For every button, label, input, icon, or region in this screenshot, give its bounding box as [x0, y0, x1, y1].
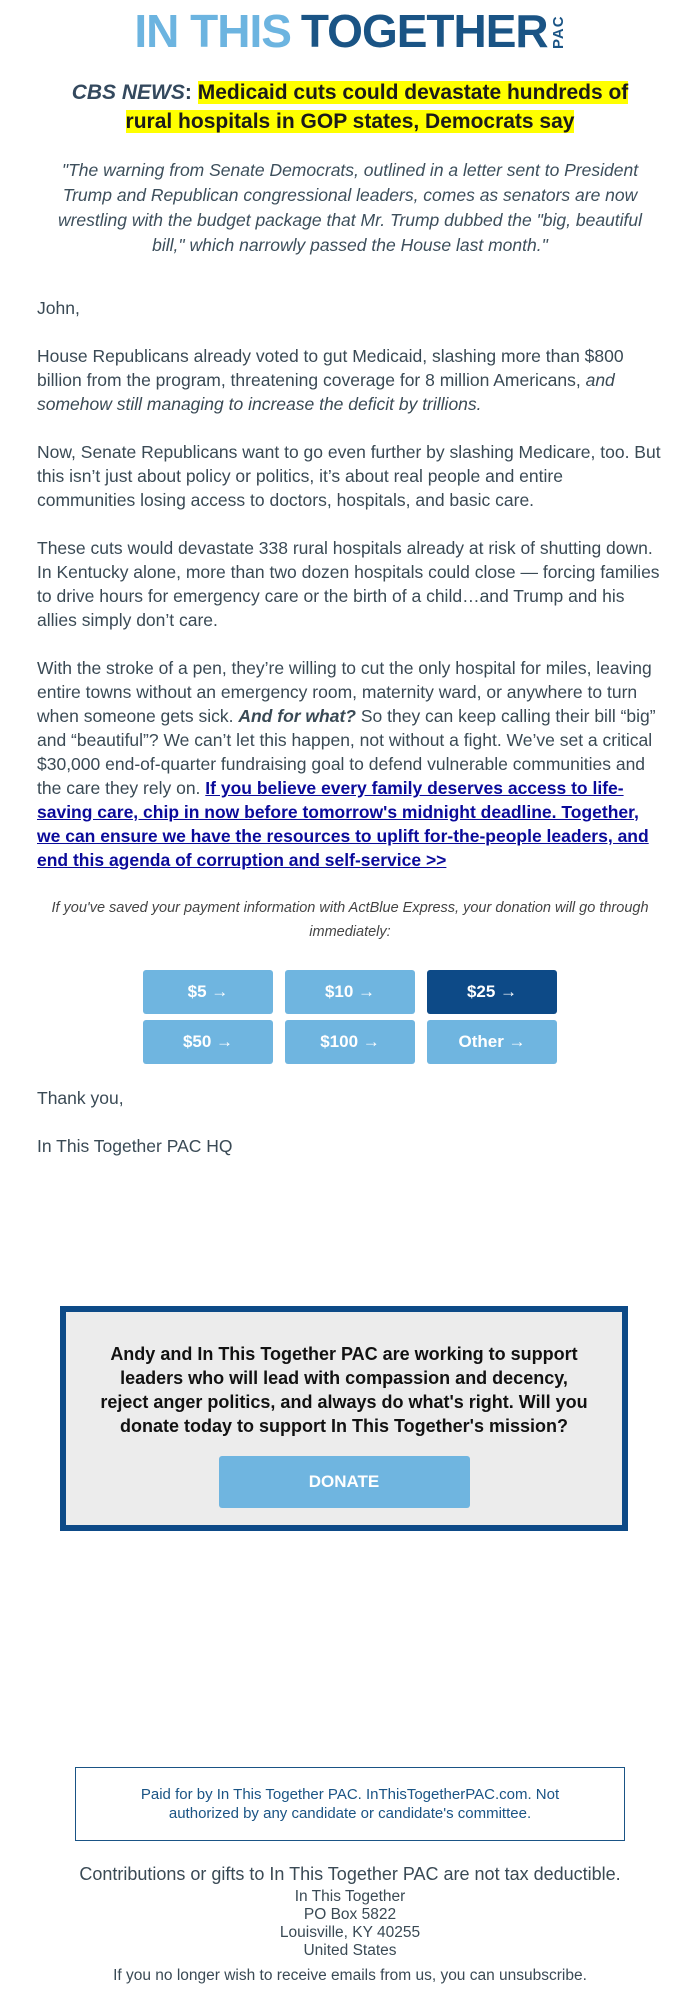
signoff: [37, 1086, 663, 1158]
donate-10-button[interactable]: $10 →: [285, 970, 415, 1014]
headline: [50, 78, 650, 136]
unsubscribe-link[interactable]: If you no longer wish to receive emails from us, you can unsubscribe.: [113, 1967, 587, 1984]
mission-donate-button[interactable]: DONATE: [219, 1456, 470, 1508]
donate-25-button[interactable]: $25 →: [427, 970, 557, 1014]
donation-amount-grid: [0, 970, 700, 1064]
address-line-1: In This Together: [294, 1888, 406, 1905]
mission-box: [60, 1306, 628, 1531]
donate-50-button[interactable]: $50 →: [143, 1020, 273, 1064]
paragraph-1-italic: and somehow still managing to increase the deficit by trillions.: [37, 370, 615, 414]
paid-for-disclaimer-box: [75, 1767, 625, 1841]
logo: [0, 0, 700, 58]
actblue-note: If you've saved your payment information with ActBlue Express, your donation will go through immediately:: [51, 900, 649, 940]
donate-other-button[interactable]: Other →: [427, 1020, 557, 1064]
headline-separator: :: [184, 81, 198, 104]
paragraph-4-text-b: So they can keep calling their bill “big” and “beautiful”? We can’t let this happen, not without a fight. We’ve set a critical $30,000 end-of-quarter fundraising goal to defend vulnerable communities and the care they rely on.: [37, 706, 656, 798]
address-line-2: PO Box 5822: [303, 1906, 397, 1923]
email-body: [37, 296, 663, 872]
address-line-3: Louisville, KY 40255: [279, 1924, 421, 1941]
paid-for-disclaimer: Paid for by In This Together PAC. InThisTogetherPAC.com. Not authorized by any candidate or candidate's committee.: [140, 1786, 560, 1822]
signoff-sender: In This Together PAC HQ: [37, 1136, 233, 1156]
footer: [0, 1862, 700, 1986]
greeting: John,: [37, 298, 80, 318]
signoff-thanks: Thank you,: [37, 1088, 124, 1108]
logo-part-pac: PAC: [549, 15, 567, 49]
donate-100-button[interactable]: $100 →: [285, 1020, 415, 1064]
news-quote: "The warning from Senate Democrats, outlined in a letter sent to President Trump and Republican congressional leaders, comes as senators are now wrestling with the budget package that Mr. Trump dubbed the "big, beautiful bill," which narrowly passed the House last month.": [57, 160, 643, 255]
address-line-4: United States: [303, 1942, 397, 1959]
paragraph-4-text-a: With the stroke of a pen, they’re willing to cut the only hospital for miles, leaving entire towns without an emergency room, maternity ward, or anywhere to turn when someone gets sick.: [37, 658, 652, 726]
address: [0, 1888, 700, 1960]
paragraph-1-text: House Republicans already voted to gut Medicaid, slashing more than $800 billion from the program, threatening coverage for 8 million Americans,: [37, 346, 624, 390]
paragraph-2: Now, Senate Republicans want to go even further by slashing Medicare, too. But this isn’t just about policy or politics, it’s about real people and entire communities losing access to doctors, hospitals, and basic care.: [37, 442, 661, 510]
tax-disclaimer: Contributions or gifts to In This Together PAC are not tax deductible.: [79, 1864, 621, 1884]
mission-text: Andy and In This Together PAC are working to support leaders who will lead with compassion and decency, reject anger politics, and always do what's right. Will you donate today to support In This Together's mission?: [100, 1344, 588, 1436]
paragraph-3: These cuts would devastate 338 rural hospitals already at risk of shutting down. In Kentucky alone, more than two dozen hospitals could close — forcing families to drive hours for emergency care or the birth of a child…and Trump and his allies simply don’t care.: [37, 538, 660, 630]
logo-part-together: TOGETHER: [300, 5, 548, 57]
headline-title: Medicaid cuts could devastate hundreds of rural hospitals in GOP states, Democrats say: [125, 81, 629, 133]
paragraph-4: [37, 656, 663, 872]
paragraph-4-emphasis: And for what?: [238, 706, 356, 726]
donate-5-button[interactable]: $5 →: [143, 970, 273, 1014]
paragraph-1: [37, 344, 663, 416]
logo-wordmark: [134, 5, 567, 57]
headline-source: CBS NEWS: [71, 81, 185, 104]
logo-part-in-this: IN THIS: [134, 5, 291, 57]
donate-cta-link[interactable]: If you believe every family deserves access to life-saving care, chip in now before tomorrow's midnight deadline. Together, we can ensure we have the resources to uplift for-the-people leaders, and end this agenda of corruption and self-service >>: [37, 778, 649, 870]
